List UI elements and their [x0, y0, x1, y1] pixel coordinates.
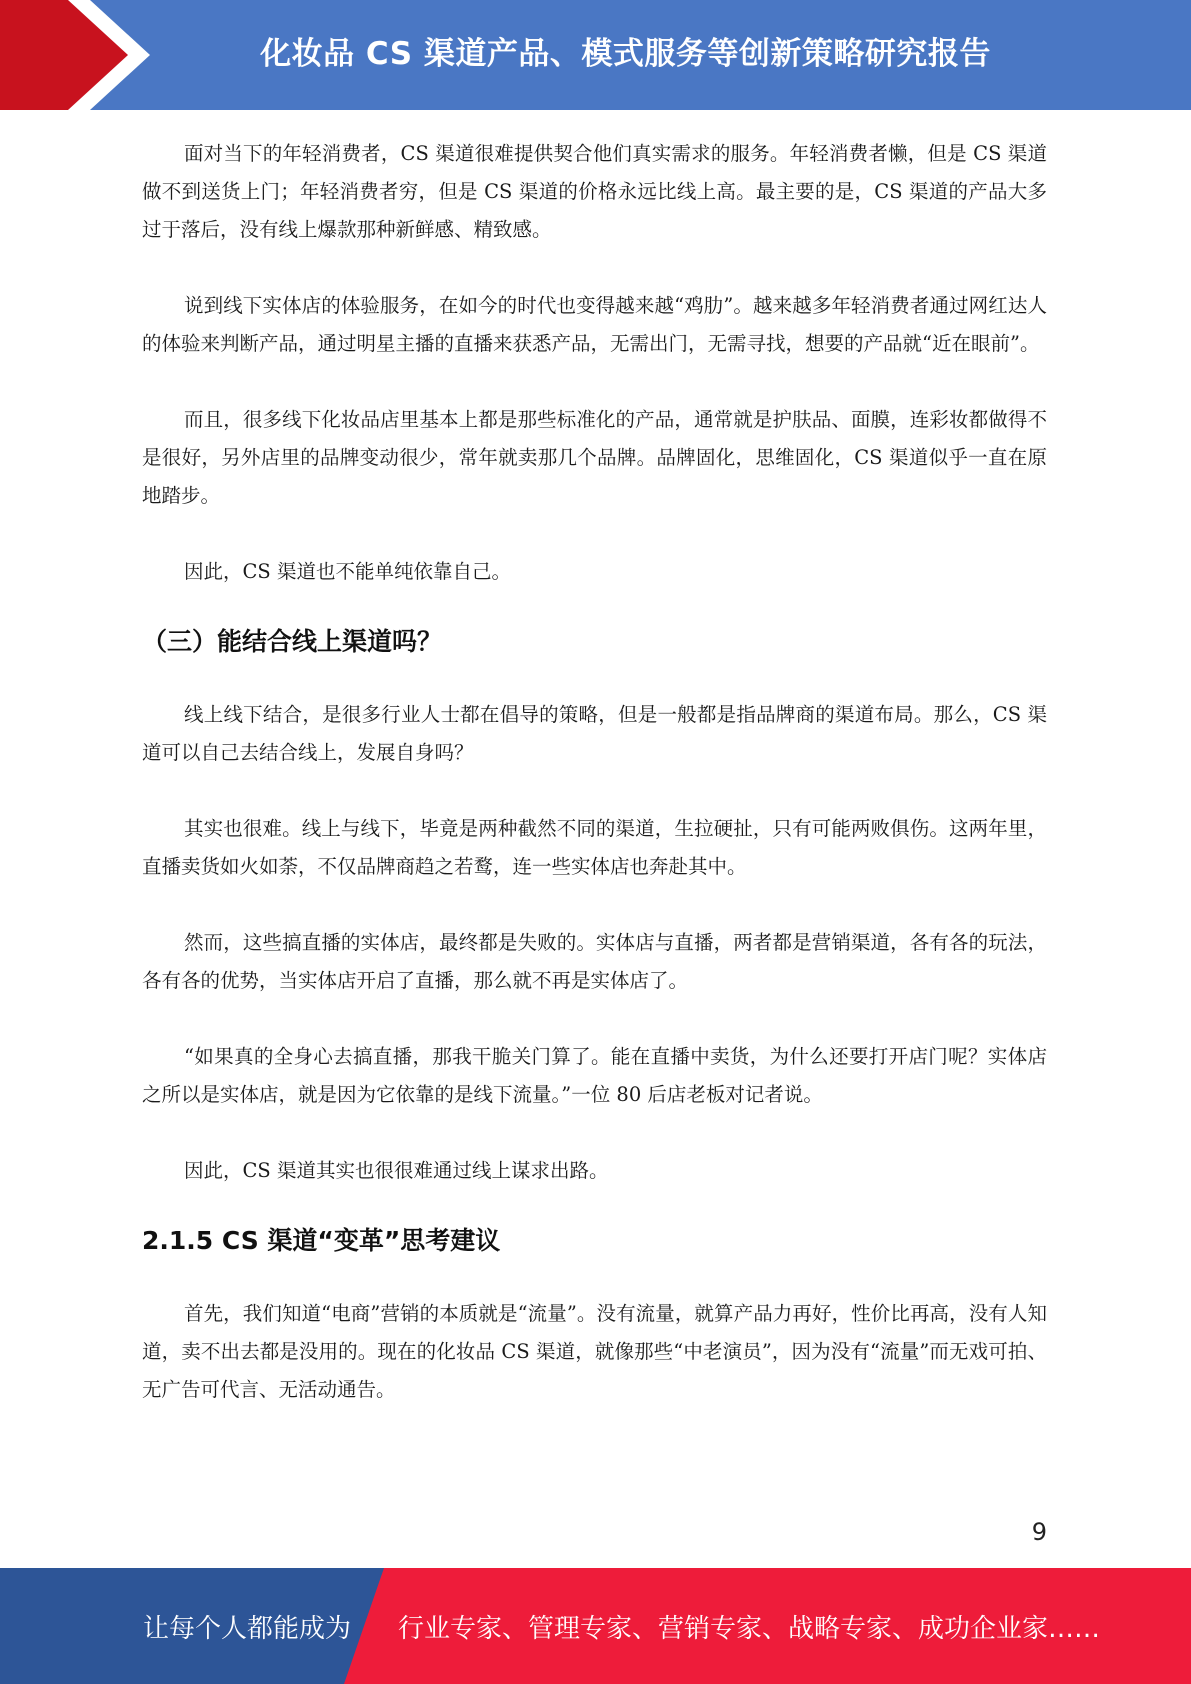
- paragraph: “如果真的全身心去搞直播，那我干脆关门算了。能在直播中卖货，为什么还要打开店门呢？实体店之所以是实体店，就是因为它依靠的是线下流量。”一位 80 后店老板对记者说。: [142, 1045, 1047, 1106]
- paragraph: 线上线下结合，是很多行业人士都在倡导的策略，但是一般都是指品牌商的渠道布局。那么，CS 渠道可以自己去结合线上，发展自身吗？: [142, 703, 1047, 764]
- paragraph: 首先，我们知道“电商”营销的本质就是“流量”。没有流量，就算产品力再好，性价比再高，没有人知道，卖不出去都是没用的。现在的化妆品 CS 渠道，就像那些“中老演员”，因为没有“流量”而无戏可拍、无广告可代言、无活动通告。: [142, 1302, 1047, 1401]
- paragraph: 然而，这些搞直播的实体店，最终都是失败的。实体店与直播，两者都是营销渠道，各有各的玩法，各有各的优势，当实体店开启了直播，那么就不再是实体店了。: [142, 931, 1047, 992]
- page-header: [0, 0, 1191, 110]
- footer-slogan-left: 让每个人都能成为: [143, 1613, 352, 1644]
- paragraph: 因此，CS 渠道也不能单纯依靠自己。: [184, 560, 511, 583]
- paragraph: 面对当下的年轻消费者，CS 渠道很难提供契合他们真实需求的服务。年轻消费者懒，但是 CS 渠道做不到送货上门；年轻消费者穷，但是 CS 渠道的价格永远比线上高。最主要的是，CS 渠道的产品大多过于落后，没有线上爆款那种新鲜感、精致感。: [142, 142, 1047, 241]
- paragraph: 其实也很难。线上与线下，毕竟是两种截然不同的渠道，生拉硬扯，只有可能两败俱伤。这两年里，直播卖货如火如荼，不仅品牌商趋之若鹜，连一些实体店也奔赴其中。: [142, 817, 1047, 878]
- page-number: 9: [1031, 1518, 1047, 1546]
- page-footer: [0, 1568, 1191, 1684]
- section-heading: （三）能结合线上渠道吗？: [142, 627, 443, 656]
- paragraph: 而且，很多线下化妆品店里基本上都是那些标准化的产品，通常就是护肤品、面膜，连彩妆都做得不是很好，另外店里的品牌变动很少，常年就卖那几个品牌。品牌固化，思维固化，CS 渠道似乎一直在原地踏步。: [142, 408, 1047, 507]
- document-body: [142, 135, 1047, 1409]
- report-title: 化妆品 CS 渠道产品、模式服务等创新策略研究报告: [260, 35, 991, 72]
- paragraph: 因此，CS 渠道其实也很很难通过线上谋求出路。: [184, 1159, 609, 1182]
- section-heading: 2.1.5 CS 渠道“变革”思考建议: [142, 1226, 501, 1255]
- paragraph: 说到线下实体店的体验服务，在如今的时代也变得越来越“鸡肋”。越来越多年轻消费者通过网红达人的体验来判断产品，通过明星主播的直播来获悉产品，无需出门，无需寻找，想要的产品就“近在眼前”。: [142, 294, 1047, 355]
- footer-slogan-right: 行业专家、管理专家、营销专家、战略专家、成功企业家……: [398, 1613, 1101, 1644]
